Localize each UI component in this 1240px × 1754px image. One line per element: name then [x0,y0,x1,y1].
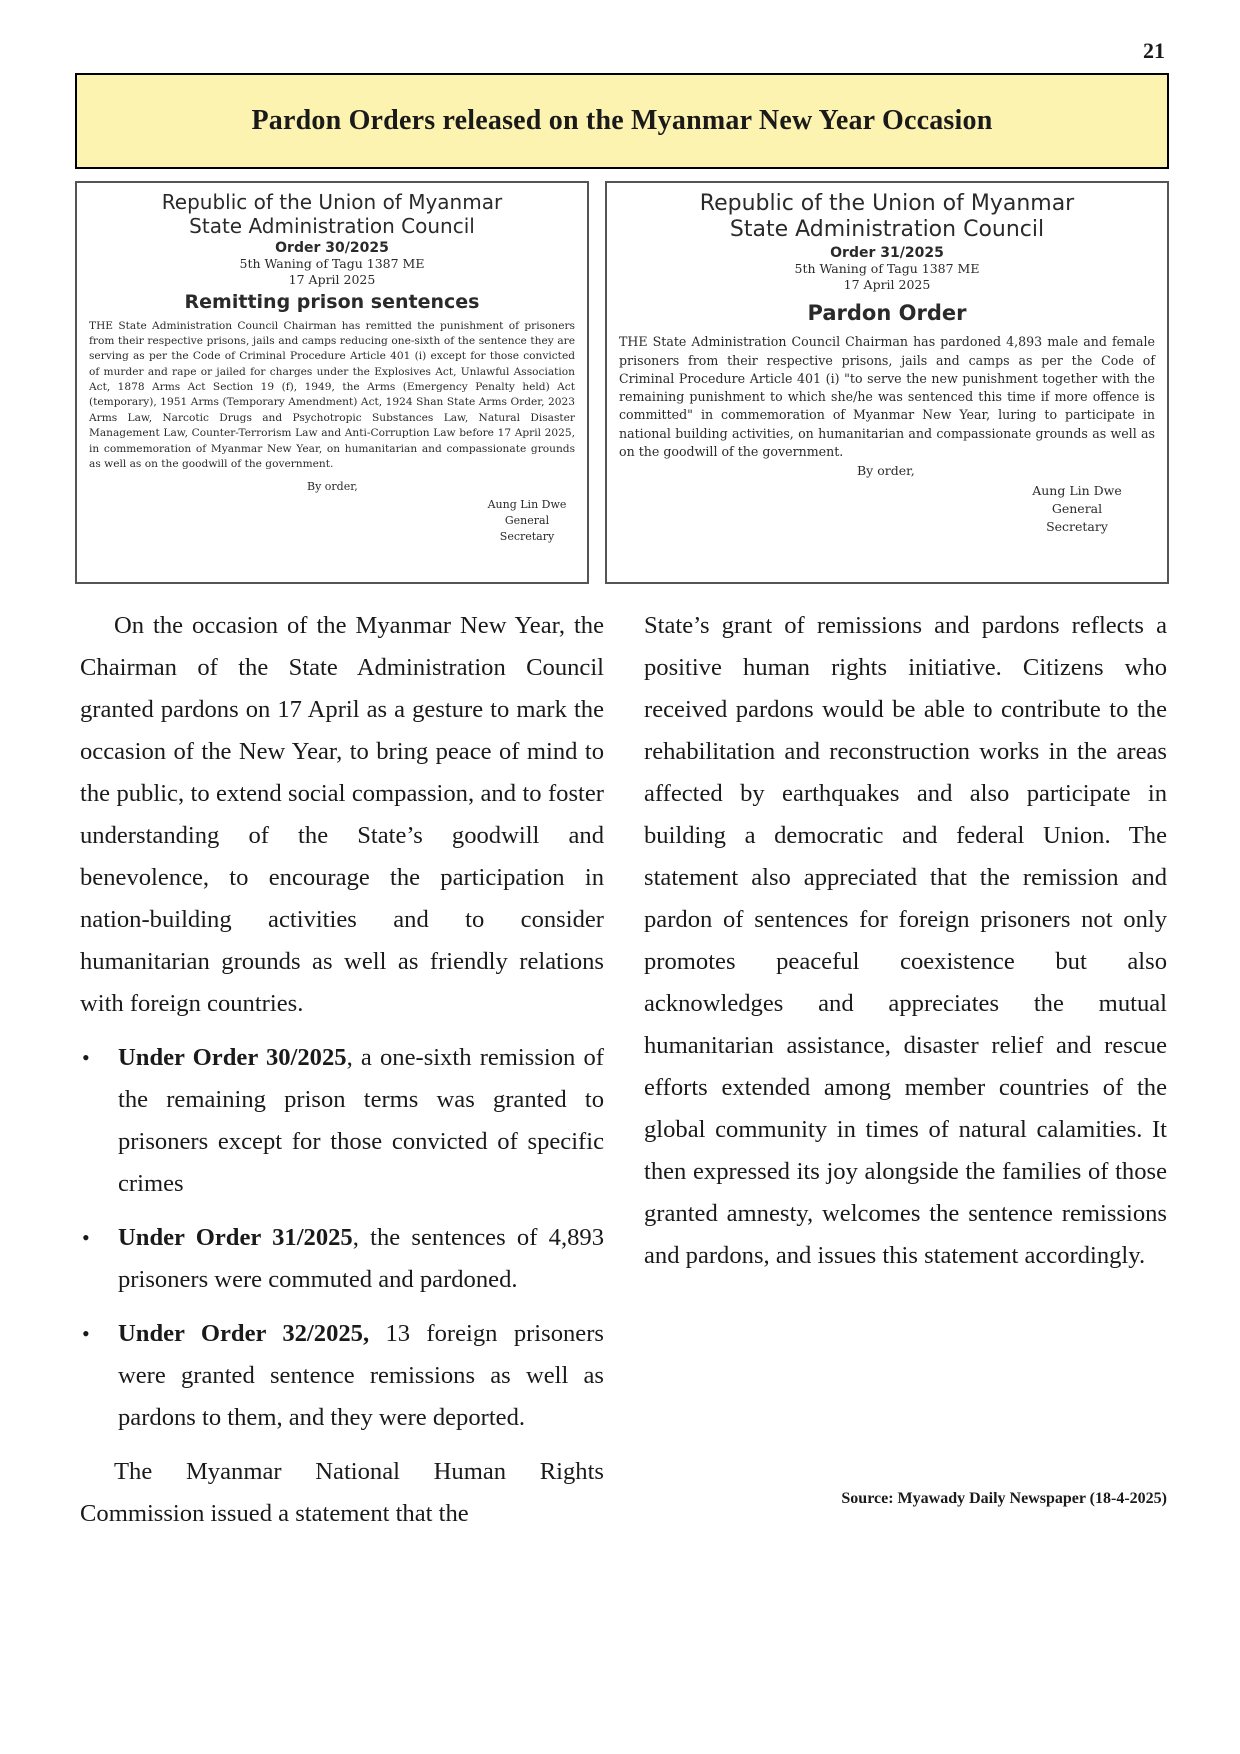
clipping-date-myanmar: 5th Waning of Tagu 1387 ME [239,256,425,272]
signatory-name: Aung Lin Dwe [1032,483,1122,499]
clipping-order-title: Pardon Order [807,301,967,326]
clipping-heading-line2: State Administration Council [729,216,1045,242]
clipping-date-gregorian: 17 April 2025 [843,277,931,293]
article-intro-paragraph: On the occasion of the Myanmar New Year, the Chairman of the State Administration Council granted pardons on 17 April as a gesture to mark the occasion of the New Year, to bring peace of mind to the public, to extend social compassion, and to foster understanding of the State’s goodwill and benevolence, to encourage the participation in nation-building activities and to consider humanitarian grounds as well as friendly relations with foreign countries. [80,612,604,1017]
source-citation: Source: Myawady Daily Newspaper (18-4-2025) [841,1490,1167,1507]
clipping-body: THE State Administration Council Chairman has remitted the punishment of prisoners from their respective prisons, jails and camps reducing one-sixth of the sentence they are serving as per the Code of Criminal Procedure Article 401 (i) except for those convicted of murder and rape or jailed for charges under the Explosives Act, Unlawful Association Act, 1878 Arms Act Section 19 (f), 1949, the Arms (Emergency Penalty held) Act (temporary), 1951 Arms (Temporary Amendment) Act, 1924 Shan State Arms Order, 2023 Arms Law, Narcotic Drugs and Psychotropic Substances Law, Natural Disaster Management Law, Counter-Terrorism Law and Anti-Corruption Law before 17 April 2025, in commemoration of Myanmar New Year, on humanitarian and compassionate grounds as well as on the goodwill of the government. [89,319,575,470]
signatory-title-line2: Secretary [1046,519,1108,535]
clipping-body: THE State Administration Council Chairman has pardoned 4,893 male and female prisoners from their respective prisons, jails and camps as per the Code of Criminal Procedure Article 401 (i) "to serve the new punishment together with the remaining punishment to which she/he was sentenced this time if more offence is committed" in commemoration of Myanmar New Year, luring to participate in national building activities, on humanitarian and compassionate grounds as well as on the goodwill of the government. [619,334,1155,459]
bullet-text: 13 foreign prisoners were granted sentence remissions as well as pardons to them, and they were deported. [118,1320,604,1431]
signatory-title-line2: Secretary [499,530,555,544]
clipping-by-order: By order, [307,480,358,494]
signatory-title-line1: General [1051,501,1103,517]
article-column-left [80,605,604,1535]
clipping-heading-line2: State Administration Council [189,213,475,238]
clipping-order-31 [605,181,1169,584]
clipping-heading-line1: Republic of the Union of Myanmar [161,190,503,214]
clipping-order-title: Remitting prison sentences [184,290,480,313]
clipping-signature [1017,482,1137,536]
clipping-order-30 [75,181,589,584]
article-closing-paragraph-start: The Myanmar National Human Rights Commission issued a statement that the [80,1458,604,1527]
list-item [80,1313,604,1439]
bullet-lead: Under Order 31/2025 [118,1224,353,1251]
list-item [80,1037,604,1205]
clipping-date-myanmar: 5th Waning of Tagu 1387 ME [794,260,980,276]
banner-title: Pardon Orders released on the Myanmar New Year Occasion [75,73,1169,169]
bullet-lead: Under Order 30/2025 [118,1044,347,1071]
bullet-text: , a one-sixth remission of the remaining prison terms was granted to prisoners except for those convicted of specific crimes [118,1044,604,1197]
article-column-right [644,605,1167,1277]
clipping-date-gregorian: 17 April 2025 [288,272,376,288]
bullet-lead: Under Order 32/2025, [118,1320,370,1347]
clipping-heading-line1: Republic of the Union of Myanmar [699,191,1075,216]
clipping-by-order: By order, [857,463,915,479]
clipping-signature [472,497,582,545]
clipping-order-number: Order 31/2025 [830,244,944,261]
clipping-order-number: Order 30/2025 [275,240,389,257]
order-bullet-list [80,1037,604,1439]
bullet-text: , the sentences of 4,893 prisoners were commuted and pardoned. [118,1224,604,1293]
article-closing-paragraph-continued: State’s grant of remissions and pardons reflects a positive human rights initiative. Citizens who received pardons would be able to contribute to the rehabilitation and reconstruction works in the areas affected by earthquakes and also participate in building a democratic and federal Union. The statement also appreciated that the remission and pardon of sentences for foreign prisoners not only promotes peaceful coexistence but also acknowledges and appreciates the mutual humanitarian assistance, disaster relief and rescue efforts extended among member countries of the global community in times of natural calamities. It then expressed its joy alongside the families of those granted amnesty, welcomes the sentence remissions and pardons, and issues this statement accordingly. [644,612,1167,1269]
signatory-name: Aung Lin Dwe [487,498,567,512]
signatory-title-line1: General [504,514,550,528]
page-number: 21 [1143,38,1165,63]
list-item [80,1217,604,1301]
